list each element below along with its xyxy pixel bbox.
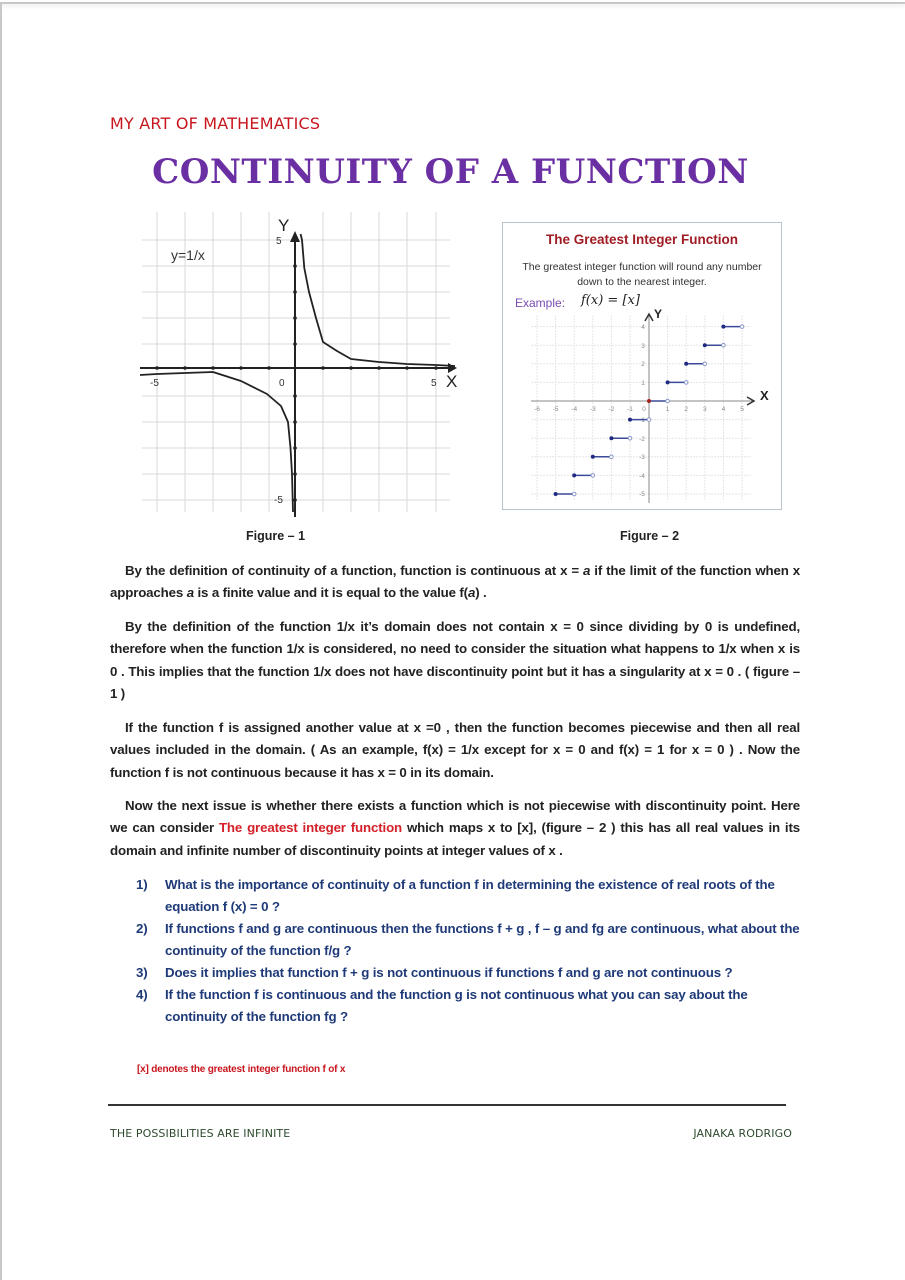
- example-label: Example:: [515, 296, 566, 310]
- card-title: The Greatest Integer Function: [545, 232, 739, 247]
- svg-text:3: 3: [702, 406, 707, 413]
- step-function-plot: [503, 223, 781, 509]
- svg-text:1: 1: [641, 380, 645, 387]
- svg-text:0: 0: [642, 406, 646, 413]
- paragraph-greatest-integer: Now the next issue is whether there exists a function which is not piecewise with discontinuity point. Here we can consider The greatest integer function which maps x to [x], (figure – 2 ) this has all real values in its domain and infinite number of discontinuity points at integer values of x .: [110, 798, 801, 858]
- svg-text:-1: -1: [627, 406, 633, 413]
- paragraph-continuity-definition: By the definition of continuity of a function, function is continuous at x = a if the limit of the function when x approaches a is a finite value and it is equal to the value f(a) .: [110, 563, 800, 601]
- figure-2-caption: Figure – 2: [620, 529, 680, 543]
- y-axis-label: Y: [654, 307, 663, 321]
- svg-text:2: 2: [684, 406, 689, 413]
- svg-text:4: 4: [641, 324, 645, 331]
- svg-text:4: 4: [721, 406, 726, 413]
- svg-text:3: 3: [641, 343, 645, 350]
- footer-tagline: THE POSSIBILITIES ARE INFINITE: [110, 1127, 291, 1140]
- svg-text:-2: -2: [639, 436, 645, 443]
- svg-text:-1: -1: [639, 417, 645, 424]
- footnote: [x] denotes the greatest integer function f of x: [137, 1064, 346, 1075]
- example-formula: f(x) = [x]: [581, 293, 640, 308]
- x-tick-max: 5: [431, 378, 437, 389]
- y-tick-max: 5: [276, 236, 282, 247]
- page-edge-left: [0, 2, 2, 1280]
- paragraph-piecewise: If the function f is assigned another value at x =0 , then the function becomes piecewise and then all real values included in the domain. ( As an example, f(x) = 1/x except for x = 0 and f(x) = 1 for x = 0 ) . Now the function f is not continuous because it has x = 0 in its domain.: [110, 720, 800, 780]
- figure-1-caption: Figure – 1: [246, 529, 306, 543]
- greatest-integer-highlight: The greatest integer function: [218, 820, 403, 836]
- svg-text:2: 2: [641, 361, 645, 368]
- question-item: 4) If the function f is continuous and the function g is not continuous what you can say about the continuity of the function fg ?: [136, 987, 748, 1024]
- svg-text:1: 1: [665, 406, 670, 413]
- reciprocal-curve-positive: [301, 234, 455, 366]
- x-tick-min: -5: [150, 378, 159, 389]
- svg-text:5: 5: [740, 406, 744, 413]
- svg-text:-5: -5: [552, 406, 559, 413]
- footer-divider: [108, 1104, 786, 1106]
- question-item: 2) If functions f and g are continuous then the functions f + g , f – g and fg are continuous, what about the continuity of the function f/g ?: [136, 921, 800, 958]
- svg-text:-5: -5: [639, 491, 645, 498]
- origin-label: 0: [279, 378, 285, 389]
- svg-text:-6: -6: [534, 406, 540, 413]
- card-description: The greatest integer function will round any number down to the nearest integer.: [522, 261, 762, 288]
- function-label: y=1/x: [171, 247, 205, 263]
- y-axis-label: Y: [278, 216, 290, 235]
- question-item: 1) What is the importance of continuity of a function f in determining the existence of real roots of the equation f (x) = 0 ?: [136, 877, 775, 914]
- open-endpoints: [572, 325, 743, 496]
- header-kicker: MY ART OF MATHEMATICS: [110, 114, 321, 133]
- svg-text:-4: -4: [571, 406, 578, 413]
- svg-text:-3: -3: [589, 406, 596, 413]
- closed-endpoints: [554, 325, 726, 496]
- y-tick-min: -5: [274, 495, 283, 506]
- page-edge-top: [0, 2, 905, 4]
- svg-text:-2: -2: [608, 406, 615, 413]
- page-title: CONTINUITY OF A FUNCTION: [152, 152, 749, 192]
- figure-1-reciprocal-graph: [130, 212, 470, 522]
- x-axis-label: X: [760, 388, 769, 403]
- svg-text:-4: -4: [639, 473, 645, 480]
- question-list: [136, 874, 800, 1028]
- paragraph-reciprocal-singularity: By the definition of the function 1/x it’s domain does not contain x = 0 since dividing by 0 is undefined, therefore when the function 1/x is considered, no need to consider the situation what happens to 1/x when x is 0 . This implies that the function 1/x does not have discontinuity point but it has a singularity at x = 0 . ( figure – 1 ): [110, 619, 800, 701]
- question-item: 3) Does it implies that function f + g is not continuous if functions f and g are not continuous ?: [136, 965, 733, 980]
- figure-2-greatest-integer-card: [502, 222, 782, 510]
- x-axis-label: X: [446, 372, 458, 391]
- reciprocal-curve-negative: [140, 372, 293, 512]
- svg-text:-3: -3: [639, 454, 645, 461]
- footer-author: JANAKA RODRIGO: [693, 1127, 792, 1140]
